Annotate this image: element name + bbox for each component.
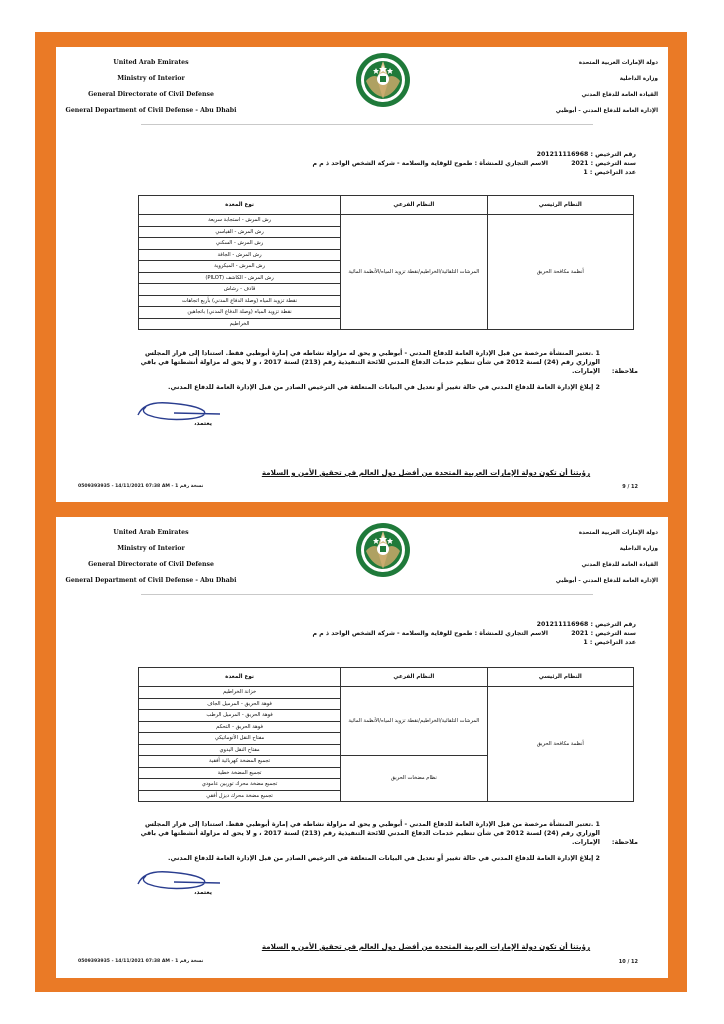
- header-ar-ministry: وزارة الداخلية: [619, 546, 658, 552]
- header-ar-directorate: القيادة العامة للدفاع المدني: [581, 562, 658, 568]
- main-system-cell: أنظمة مكافحة الحريق: [487, 215, 633, 330]
- note-1: 1 .تعتبر المنشأة مرخصة من قبل الإدارة العامة للدفاع المدني - أبوظبي و يحق له مزاولة نشاطه في إمارة أبوظبي فقط. استنادا إلى قرار المجلس الوزاري رقم (24) لسنة 2012 في شأن تنظيم خدمات الدفاع المدني للائحة التنفيذية رقم (213) لسنة 2017 ، و لا يحق له مزاولة أنشطتها في باقي الإمارات.: [140, 349, 600, 375]
- header-ar-directorate: القيادة العامة للدفاع المدني: [581, 92, 658, 98]
- equipment-cell: فوهة الحريق - التحكم: [139, 721, 341, 733]
- equipment-cell: رش المرش - الكاشف (PILOT): [139, 272, 341, 284]
- approved-label: يعتمد،: [194, 420, 212, 427]
- english-header: [56, 55, 246, 119]
- license-info: [312, 620, 636, 647]
- english-header: [56, 525, 246, 589]
- equipment-cell: تجميع مضخة محرك توربين عامودي: [139, 779, 341, 791]
- header-en-directorate: General Directorate of Civil Defense: [88, 91, 214, 98]
- header-main-system: النظام الرئيسي: [487, 196, 633, 215]
- uae-emblem-icon: [354, 51, 412, 109]
- page-number: 9 / 12: [622, 484, 638, 490]
- header-ar-ministry: وزارة الداخلية: [619, 76, 658, 82]
- header-sub-system: النظام الفرعي: [341, 196, 487, 215]
- header-en-directorate: General Directorate of Civil Defense: [88, 561, 214, 568]
- equipment-cell: نقطة تزويد المياه (وصلة الدفاع المدني) باتجاهين: [139, 307, 341, 319]
- header-en-ministry: Ministry of Interior: [117, 545, 185, 552]
- arabic-header: [508, 525, 658, 589]
- header-en-department: General Department of Civil Defense - Abu Dhabi: [65, 577, 237, 584]
- header-main-system: النظام الرئيسي: [487, 668, 633, 687]
- notes-label: ملاحظة:: [611, 367, 638, 375]
- equipment-cell: الخراطيم: [139, 318, 341, 330]
- footer-timestamp: 0509393935 - 14/11/2021 07:38 AM - نسخة رقم 1: [78, 959, 204, 964]
- equipment-cell: مفتاح النقل اليدوي: [139, 744, 341, 756]
- main-system-cell: أنظمة مكافحة الحريق: [487, 687, 633, 802]
- note-2: 2 إبلاغ الإدارة العامة للدفاع المدني في حالة تغيير أو تعديل في البيانات المتعلقة في الترخيص الصادر من قبل الإدارة العامة للدفاع المدني.: [168, 383, 600, 391]
- equipment-cell: رش المرش - القياسي: [139, 226, 341, 238]
- table-row: [139, 215, 634, 227]
- header-divider: [141, 124, 593, 125]
- header-ar-country: دولة الإمارات العربية المتحدة: [578, 530, 658, 536]
- license-number: رقم الترخيص : 201211116968: [536, 151, 636, 158]
- header-divider: [141, 594, 593, 595]
- table-row: [139, 687, 634, 699]
- header-en-country: United Arab Emirates: [113, 529, 189, 536]
- license-info: [312, 150, 636, 177]
- footer-timestamp: 0509393935 - 14/11/2021 07:38 AM - نسخة رقم 1: [78, 484, 204, 489]
- header-en-ministry: Ministry of Interior: [117, 75, 185, 82]
- license-count: عدد التراخيص : 1: [583, 169, 636, 176]
- header-ar-country: دولة الإمارات العربية المتحدة: [578, 60, 658, 66]
- header-equipment-type: نوع المعدة: [139, 196, 341, 215]
- equipment-cell: تجميع المضخة خطية: [139, 767, 341, 779]
- note-1: 1 .تعتبر المنشأة مرخصة من قبل الإدارة العامة للدفاع المدني - أبوظبي و يحق له مزاولة نشاطه في إمارة أبوظبي فقط. استنادا إلى قرار المجلس الوزاري رقم (24) لسنة 2012 في شأن تنظيم خدمات الدفاع المدني للائحة التنفيذية رقم (213) لسنة 2017 ، و لا يحق له مزاولة أنشطتها في باقي الإمارات.: [140, 820, 600, 846]
- note-2: 2 إبلاغ الإدارة العامة للدفاع المدني في حالة تغيير أو تعديل في البيانات المتعلقة في الترخيص الصادر من قبل الإدارة العامة للدفاع المدني.: [168, 854, 600, 862]
- license-year: سنة الترخيص : 2021: [571, 160, 636, 167]
- equipment-cell: فوهة الحريق - المرميل الجاف: [139, 698, 341, 710]
- header-equipment-type: نوع المعدة: [139, 668, 341, 687]
- equipment-cell: رش المرش - السكني: [139, 238, 341, 250]
- vision-statement: رؤيتنا أن تكون دولة الإمارات العربية المتحدة من أفضل دول العالم في تحقيق الأمن و السلامة: [261, 468, 591, 477]
- equipment-cell: تجميع المضخة كهربائية أفقية: [139, 756, 341, 768]
- equipment-cell: فوهة الحريق - المرميل الرطب: [139, 710, 341, 722]
- notes-label: ملاحظة:: [611, 838, 638, 846]
- equipment-cell: رش المرش - استجابة سريعة: [139, 215, 341, 227]
- systems-table: [138, 195, 634, 330]
- license-page-1: [56, 47, 668, 502]
- equipment-cell: مفتاح النقل الأتوماتيكي: [139, 733, 341, 745]
- equipment-cell: قاذف - رشاش: [139, 284, 341, 296]
- equipment-cell: رش المرش - الميكروية: [139, 261, 341, 273]
- trade-name: الاسم التجاري للمنشأة : طموح للوقاية والسلامة - شركة الشخص الواحد ذ م م: [312, 160, 548, 167]
- sub-system-cell: نظام مضخات الحريق: [341, 756, 487, 802]
- vision-statement: رؤيتنا أن تكون دولة الإمارات العربية المتحدة من أفضل دول العالم في تحقيق الأمن و السلامة: [261, 942, 591, 951]
- header-en-department: General Department of Civil Defense - Abu Dhabi: [65, 107, 237, 114]
- page-number: 10 / 12: [618, 959, 638, 965]
- header-sub-system: النظام الفرعي: [341, 668, 487, 687]
- header-en-country: United Arab Emirates: [113, 59, 189, 66]
- license-page-2: [56, 517, 668, 978]
- sub-system-cell: المرشات التلقائية/الخراطيم/نقطة تزويد المياه/الأنظمة المائية: [341, 215, 487, 330]
- systems-table: [138, 667, 634, 802]
- equipment-cell: تجميع مضخة محرك ديزل أفقي: [139, 790, 341, 802]
- header-ar-department: الإدارة العامة للدفاع المدني - أبوظبي: [555, 578, 658, 584]
- sub-system-cell: المرشات التلقائية/الخراطيم/نقطة تزويد المياه/الأنظمة المائية: [341, 687, 487, 756]
- header-ar-department: الإدارة العامة للدفاع المدني - أبوظبي: [555, 108, 658, 114]
- uae-emblem-icon: [354, 521, 412, 579]
- equipment-cell: رش المرش - الجافة: [139, 249, 341, 261]
- license-year: سنة الترخيص : 2021: [571, 630, 636, 637]
- equipment-cell: خزانة الخراطيم: [139, 687, 341, 699]
- table-header-row: [139, 196, 634, 215]
- license-number: رقم الترخيص : 201211116968: [536, 621, 636, 628]
- trade-name: الاسم التجاري للمنشأة : طموح للوقاية والسلامة - شركة الشخص الواحد ذ م م: [312, 630, 548, 637]
- approved-label: يعتمد،: [194, 889, 212, 896]
- table-header-row: [139, 668, 634, 687]
- arabic-header: [508, 55, 658, 119]
- equipment-cell: نقطة تزويد المياه (وصلة الدفاع المدني) بأربع اتجاهات: [139, 295, 341, 307]
- license-count: عدد التراخيص : 1: [583, 639, 636, 646]
